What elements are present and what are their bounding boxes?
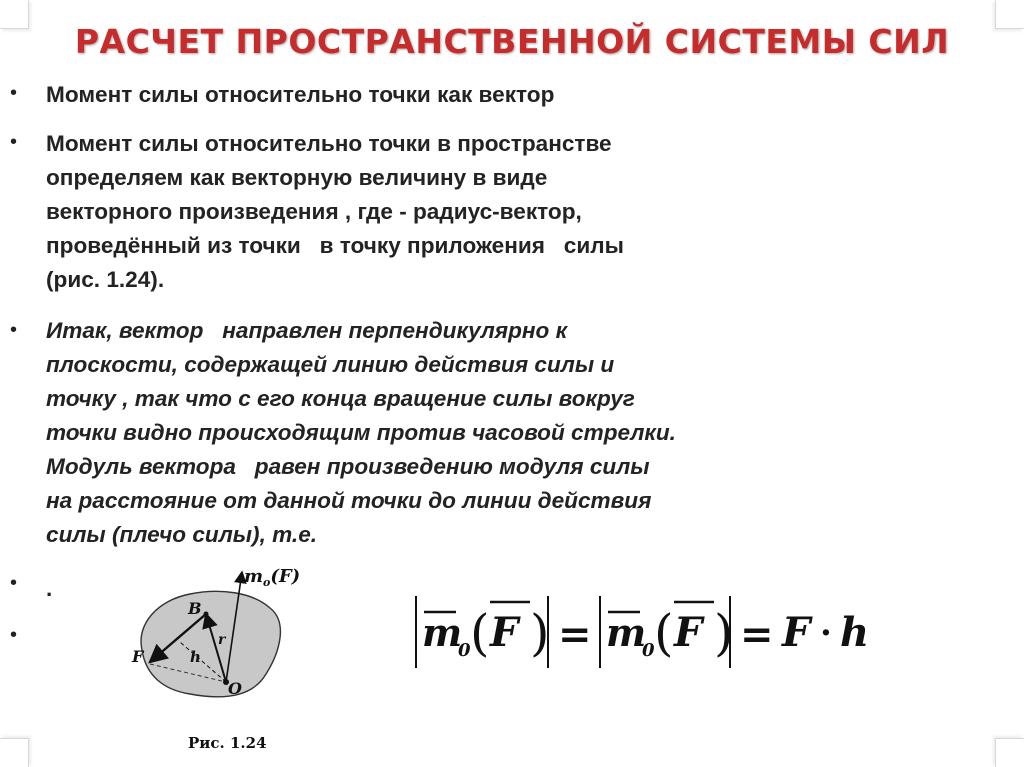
corner-decoration-bottom-right (995, 738, 1024, 767)
text-line: определяем как векторную величину в виде (46, 165, 548, 190)
formula-paren-close2: ) (714, 604, 734, 662)
formula-h: h (840, 609, 870, 656)
formula-F3: F (782, 609, 811, 656)
label-r: r (218, 632, 226, 648)
formula-paren-close1: ) (530, 604, 550, 662)
bullet-marker: • (10, 131, 18, 153)
formula-paren-open2: ( (654, 604, 674, 662)
text-line: Момент силы относительно точки как вектор (46, 82, 555, 107)
bullet-text-2 (46, 127, 856, 297)
label-moment-arg: (F) (270, 566, 301, 587)
text-line: Итак, вектор направлен перпендикулярно к (46, 318, 568, 343)
figure-moment-diagram (120, 558, 320, 758)
text-line: проведённый из точки в точку приложения силы (46, 233, 624, 258)
bullet-marker: • (10, 572, 18, 594)
bullet-text-1 (46, 78, 856, 112)
text-line: плоскости, содержащей линию действия силы и (46, 352, 615, 377)
bullet-text-3 (46, 314, 856, 552)
text-line: Модуль вектора равен произведению модуля силы (46, 454, 650, 479)
label-B: B (188, 599, 202, 618)
bullet-marker: • (10, 624, 18, 646)
text-line: силы (плечо силы), т.е. (46, 522, 318, 547)
label-h: h (190, 648, 201, 666)
label-O: O (228, 679, 242, 698)
formula-sub1: 0 (458, 640, 471, 661)
formula-F1: F (490, 609, 519, 656)
point-B (204, 612, 209, 617)
slide-title: РАСЧЕТ ПРОСТРАНСТВЕННОЙ СИСТЕМЫ СИЛ (74, 22, 950, 61)
corner-decoration-bottom-left (0, 738, 29, 767)
text-line: точки видно происходящим против часовой стрелки. (46, 420, 676, 445)
formula-eq2: = (740, 611, 774, 658)
body-shape (141, 591, 280, 697)
formula-paren-open1: ( (470, 604, 490, 662)
bullet-marker: • (10, 319, 18, 341)
formula-F2: F (674, 609, 703, 656)
moment-magnitude-formula (408, 588, 878, 678)
text-line: на расстояние от данной точки до линии действия (46, 488, 652, 513)
bullet-marker: • (10, 82, 18, 104)
figure-caption: Рис. 1.24 (188, 734, 267, 752)
label-moment-m: m (244, 566, 264, 587)
label-F: F (132, 647, 144, 666)
formula-m1: m (422, 610, 463, 655)
formula-sub2: 0 (642, 640, 655, 661)
label-moment-sub: o (263, 576, 271, 589)
text-line: точку , так что с его конца вращение силы вокруг (46, 386, 635, 411)
formula-dot: · (820, 613, 832, 653)
text-line: . (46, 576, 53, 601)
label-moment (244, 566, 300, 589)
formula-m2: m (606, 610, 647, 655)
text-line: Момент силы относительно точки в пространстве (46, 131, 612, 156)
text-line: векторного произведения , где - радиус-вектор, (46, 199, 582, 224)
formula-eq1: = (558, 611, 592, 658)
text-line: (рис. 1.24). (46, 267, 165, 292)
